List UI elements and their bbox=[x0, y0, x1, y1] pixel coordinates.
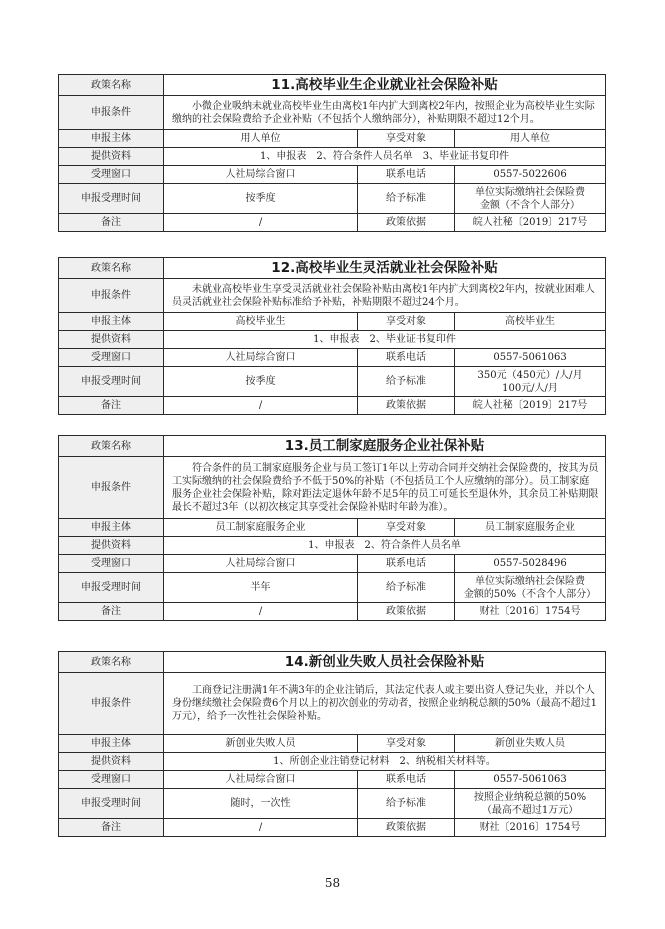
standard-line: 350元（450元）/人/月 bbox=[477, 369, 583, 381]
basis-label: 政策依据 bbox=[358, 214, 455, 232]
phone-label: 联系电话 bbox=[358, 555, 455, 573]
basis-value: 财社〔2016〕1754号 bbox=[455, 819, 606, 837]
remarks-value: / bbox=[164, 603, 358, 621]
materials-label: 提供资料 bbox=[59, 537, 164, 555]
basis-label: 政策依据 bbox=[358, 819, 455, 837]
beneficiary-value: 高校毕业生 bbox=[455, 313, 606, 331]
standard-label: 给予标准 bbox=[358, 573, 455, 603]
policy-name-label: 政策名称 bbox=[59, 258, 164, 279]
standard-line: 100元/人/月 bbox=[502, 382, 558, 394]
standard-line: （最高不超过1万元） bbox=[481, 804, 579, 816]
beneficiary-label: 享受对象 bbox=[358, 313, 455, 331]
remarks-value: / bbox=[164, 214, 358, 232]
materials-value: 1、申报表 2、毕业证书复印件 bbox=[164, 331, 606, 349]
window-value: 人社局综合窗口 bbox=[164, 771, 358, 789]
policy-name-label: 政策名称 bbox=[59, 75, 164, 96]
phone-label: 联系电话 bbox=[358, 771, 455, 789]
period-label: 申报受理时间 bbox=[59, 789, 164, 819]
materials-label: 提供资料 bbox=[59, 331, 164, 349]
window-value: 人社局综合窗口 bbox=[164, 555, 358, 573]
policy-title: 14.新创业失败人员社会保险补贴 bbox=[164, 652, 606, 673]
applicant-value: 高校毕业生 bbox=[164, 313, 358, 331]
materials-label: 提供资料 bbox=[59, 148, 164, 166]
window-value: 人社局综合窗口 bbox=[164, 349, 358, 367]
materials-value: 1、所创企业注销登记材料 2、纳税相关材料等。 bbox=[164, 753, 606, 771]
applicant-value: 员工制家庭服务企业 bbox=[164, 519, 358, 537]
phone-label: 联系电话 bbox=[358, 349, 455, 367]
basis-label: 政策依据 bbox=[358, 603, 455, 621]
basis-value: 皖人社秘〔2019〕217号 bbox=[455, 214, 606, 232]
applicant-value: 新创业失败人员 bbox=[164, 735, 358, 753]
standard-label: 给予标准 bbox=[358, 184, 455, 214]
remarks-value: / bbox=[164, 819, 358, 837]
beneficiary-label: 享受对象 bbox=[358, 735, 455, 753]
remarks-label: 备注 bbox=[59, 214, 164, 232]
conditions-text: 工商登记注册满1年不满3年的企业注销后，其法定代表人或主要出资人登记失业，并以个人身份继续缴社会保险费6个月以上的初次创业的劳动者，按照企业纳税总额的50%（最高不超过1万元），给予一次性社会保险补贴。 bbox=[164, 673, 606, 735]
beneficiary-label: 享受对象 bbox=[358, 519, 455, 537]
applicant-label: 申报主体 bbox=[59, 130, 164, 148]
conditions-label: 申报条件 bbox=[59, 96, 164, 130]
policy-title: 13.员工制家庭服务企业社保补贴 bbox=[164, 436, 606, 457]
standard-line: 单位实际缴纳社会保险费 bbox=[475, 186, 586, 198]
applicant-value: 用人单位 bbox=[164, 130, 358, 148]
standard-label: 给予标准 bbox=[358, 789, 455, 819]
remarks-value: / bbox=[164, 397, 358, 415]
standard-line: 单位实际缴纳社会保险费 bbox=[475, 575, 586, 587]
standard-label: 给予标准 bbox=[358, 367, 455, 397]
period-value: 按季度 bbox=[164, 184, 358, 214]
period-label: 申报受理时间 bbox=[59, 367, 164, 397]
beneficiary-value: 员工制家庭服务企业 bbox=[455, 519, 606, 537]
basis-value: 财社〔2016〕1754号 bbox=[455, 603, 606, 621]
page-number: 58 bbox=[324, 876, 341, 890]
policy-title: 11.高校毕业生企业就业社会保险补贴 bbox=[164, 75, 606, 96]
beneficiary-value: 用人单位 bbox=[455, 130, 606, 148]
remarks-label: 备注 bbox=[59, 603, 164, 621]
phone-label: 联系电话 bbox=[358, 166, 455, 184]
policy-name-label: 政策名称 bbox=[59, 436, 164, 457]
policy-table bbox=[58, 651, 606, 837]
standard-value bbox=[455, 184, 606, 214]
applicant-label: 申报主体 bbox=[59, 735, 164, 753]
window-label: 受理窗口 bbox=[59, 349, 164, 367]
policy-table bbox=[58, 435, 606, 621]
materials-value: 1、申报表 2、符合条件人员名单 bbox=[164, 537, 606, 555]
window-label: 受理窗口 bbox=[59, 771, 164, 789]
standard-line: 按照企业纳税总额的50% bbox=[473, 791, 587, 803]
basis-label: 政策依据 bbox=[358, 397, 455, 415]
standard-value bbox=[455, 573, 606, 603]
phone-value: 0557-5061063 bbox=[455, 349, 606, 367]
remarks-label: 备注 bbox=[59, 397, 164, 415]
window-label: 受理窗口 bbox=[59, 166, 164, 184]
applicant-label: 申报主体 bbox=[59, 519, 164, 537]
conditions-label: 申报条件 bbox=[59, 457, 164, 519]
materials-label: 提供资料 bbox=[59, 753, 164, 771]
policy-title: 12.高校毕业生灵活就业社会保险补贴 bbox=[164, 258, 606, 279]
phone-value: 0557-5061063 bbox=[455, 771, 606, 789]
phone-value: 0557-5028496 bbox=[455, 555, 606, 573]
conditions-label: 申报条件 bbox=[59, 279, 164, 313]
policy-table bbox=[58, 257, 606, 415]
basis-value: 皖人社秘〔2019〕217号 bbox=[455, 397, 606, 415]
standard-line: 金额（不含个人部分） bbox=[480, 199, 581, 211]
conditions-label: 申报条件 bbox=[59, 673, 164, 735]
remarks-label: 备注 bbox=[59, 819, 164, 837]
policy-table bbox=[58, 74, 606, 232]
period-value: 随时，一次性 bbox=[164, 789, 358, 819]
period-label: 申报受理时间 bbox=[59, 184, 164, 214]
phone-value: 0557-5022606 bbox=[455, 166, 606, 184]
window-label: 受理窗口 bbox=[59, 555, 164, 573]
policy-name-label: 政策名称 bbox=[59, 652, 164, 673]
beneficiary-value: 新创业失败人员 bbox=[455, 735, 606, 753]
beneficiary-label: 享受对象 bbox=[358, 130, 455, 148]
materials-value: 1、申报表 2、符合条件人员名单 3、毕业证书复印件 bbox=[164, 148, 606, 166]
conditions-text: 小微企业吸纳未就业高校毕业生由离校1年内扩大到离校2年内，按照企业为高校毕业生实际缴纳的社会保险费给予企业补贴（不包括个人缴纳部分），补贴期限不超过12个月。 bbox=[164, 96, 606, 130]
period-label: 申报受理时间 bbox=[59, 573, 164, 603]
standard-value bbox=[455, 789, 606, 819]
conditions-text: 符合条件的员工制家庭服务企业与员工签订1年以上劳动合同并交纳社会保险费的，按其为员工实际缴纳的社会保险费给予不低于50%的补贴（不包括员工个人应缴纳的部分）。员工制家庭服务企业社会保险补贴，除对距法定退休年龄不足5年的员工可延长至退休外，其余员工补贴期限最长不超过3年（以初次核定其享受社会保险补贴时年龄为准）。 bbox=[164, 457, 606, 519]
applicant-label: 申报主体 bbox=[59, 313, 164, 331]
standard-line: 金额的50%（不含个人部分） bbox=[463, 588, 597, 600]
period-value: 按季度 bbox=[164, 367, 358, 397]
conditions-text: 未就业高校毕业生享受灵活就业社会保险补贴由离校1年内扩大到离校2年内，按就业困难人员灵活就业社会保险补贴标准给予补贴，补贴期限不超过24个月。 bbox=[164, 279, 606, 313]
period-value: 半年 bbox=[164, 573, 358, 603]
standard-value bbox=[455, 367, 606, 397]
window-value: 人社局综合窗口 bbox=[164, 166, 358, 184]
